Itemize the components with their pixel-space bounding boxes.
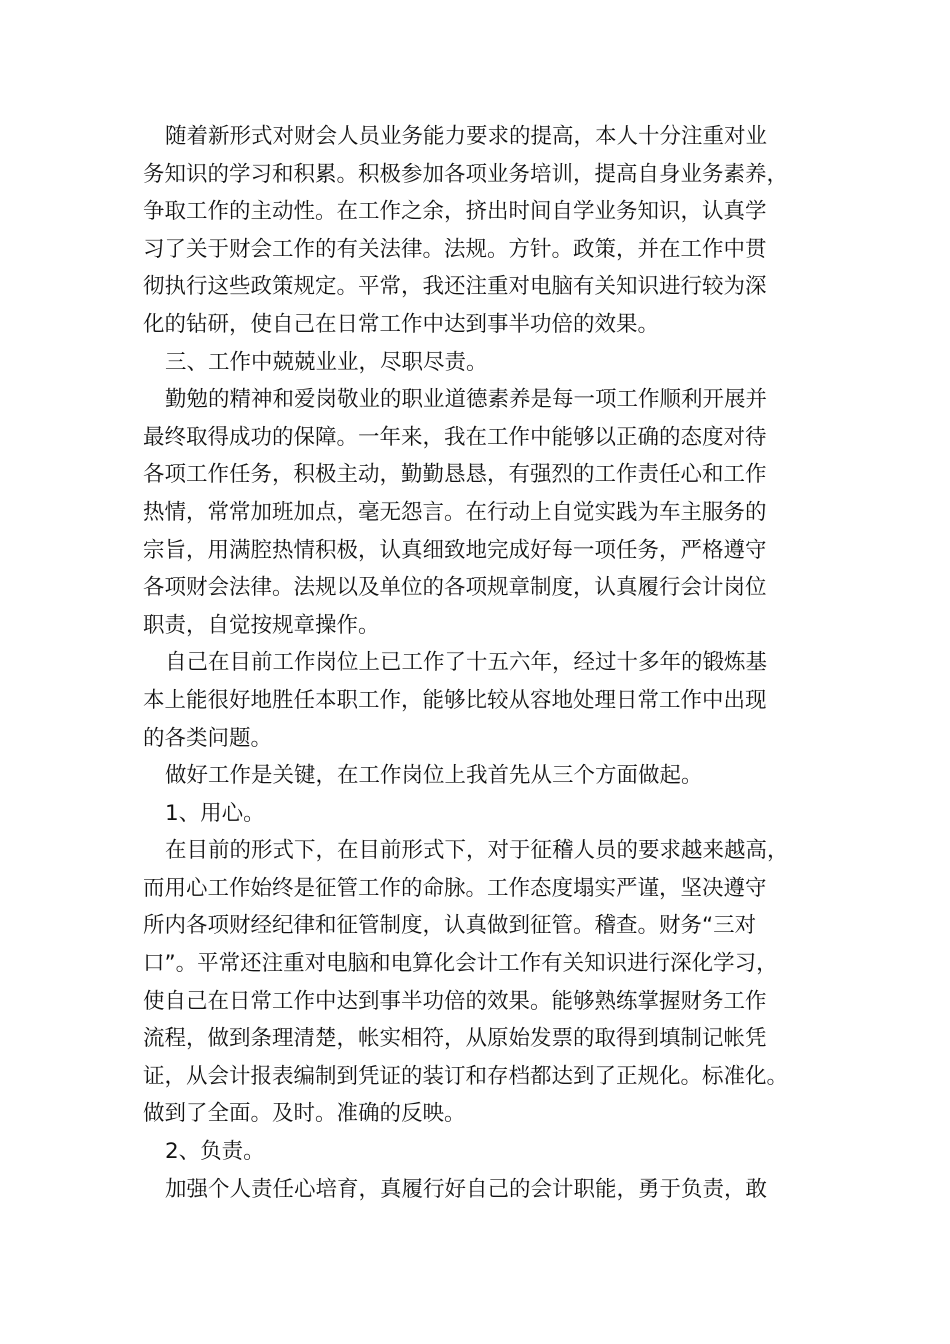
text-line-9: 最终取得成功的保障。一年来，我在工作中能够以正确的态度对待 (143, 424, 767, 450)
text-line-6: 化的钻研，使自己在日常工作中达到事半功倍的效果。 (143, 311, 660, 337)
text-line-24: 使自己在日常工作中达到事半功倍的效果。能够熟练掌握财务工作 (143, 988, 767, 1014)
text-line-5: 彻执行这些政策规定。平常，我还注重对电脑有关知识进行较为深 (143, 274, 767, 300)
text-line-29: 加强个人责任心培育，真履行好自己的会计职能，勇于负责，敢 (165, 1176, 768, 1202)
text-line-25: 流程，做到条理清楚，帐实相符，从原始发票的取得到填制记帐凭 (143, 1026, 767, 1052)
text-line-15: 自己在目前工作岗位上已工作了十五六年，经过十多年的锻炼基 (165, 650, 768, 676)
text-line-8: 勤勉的精神和爱岗敬业的职业道德素养是每一项工作顺利开展并 (165, 387, 768, 413)
text-line-12: 宗旨，用满腔热情积极，认真细致地完成好每一项任务，严格遵守 (143, 537, 767, 563)
subheading-1: 1、用心。 (165, 800, 265, 826)
document-body (143, 118, 828, 1208)
text-line-17: 的各类问题。 (143, 725, 273, 751)
text-line-26: 证，从会计报表编制到凭证的装订和存档都达到了正规化。标准化。 (143, 1063, 789, 1089)
text-line-14: 职责，自觉按规章操作。 (143, 612, 380, 638)
text-line-13: 各项财会法律。法规以及单位的各项规章制度，认真履行会计岗位 (143, 575, 767, 601)
text-line-10: 各项工作任务，积极主动，勤勤恳恳，有强烈的工作责任心和工作 (143, 462, 767, 488)
text-line-11: 热情，常常加班加点，毫无怨言。在行动上自觉实践为车主服务的 (143, 499, 767, 525)
text-line-16: 本上能很好地胜任本职工作，能够比较从容地处理日常工作中出现 (143, 687, 767, 713)
text-line-27: 做到了全面。及时。准确的反映。 (143, 1101, 466, 1127)
text-line-21: 而用心工作始终是征管工作的命脉。工作态度塌实严谨，坚决遵守 (143, 875, 767, 901)
text-line-22: 所内各项财经纪律和征管制度，认真做到征管。稽查。财务“三对 (143, 913, 757, 939)
text-line-3: 争取工作的主动性。在工作之余，挤出时间自学业务知识，认真学 (143, 199, 767, 225)
text-line-20: 在目前的形式下，在目前形式下，对于征稽人员的要求越来越高， (165, 838, 789, 864)
subheading-2: 2、负责。 (165, 1139, 265, 1165)
text-line-2: 务知识的学习和积累。积极参加各项业务培训，提高自身业务素养， (143, 161, 789, 187)
section-heading-3: 三、工作中兢兢业业，尽职尽责。 (165, 349, 488, 375)
text-line-1: 随着新形式对财会人员业务能力要求的提高，本人十分注重对业 (165, 124, 768, 149)
text-line-4: 习了关于财会工作的有关法律。法规。方针。政策，并在工作中贯 (143, 236, 767, 262)
text-line-23: 口”。平常还注重对电脑和电算化会计工作有关知识进行深化学习， (143, 951, 778, 977)
text-line-18: 做好工作是关键，在工作岗位上我首先从三个方面做起。 (165, 763, 703, 789)
